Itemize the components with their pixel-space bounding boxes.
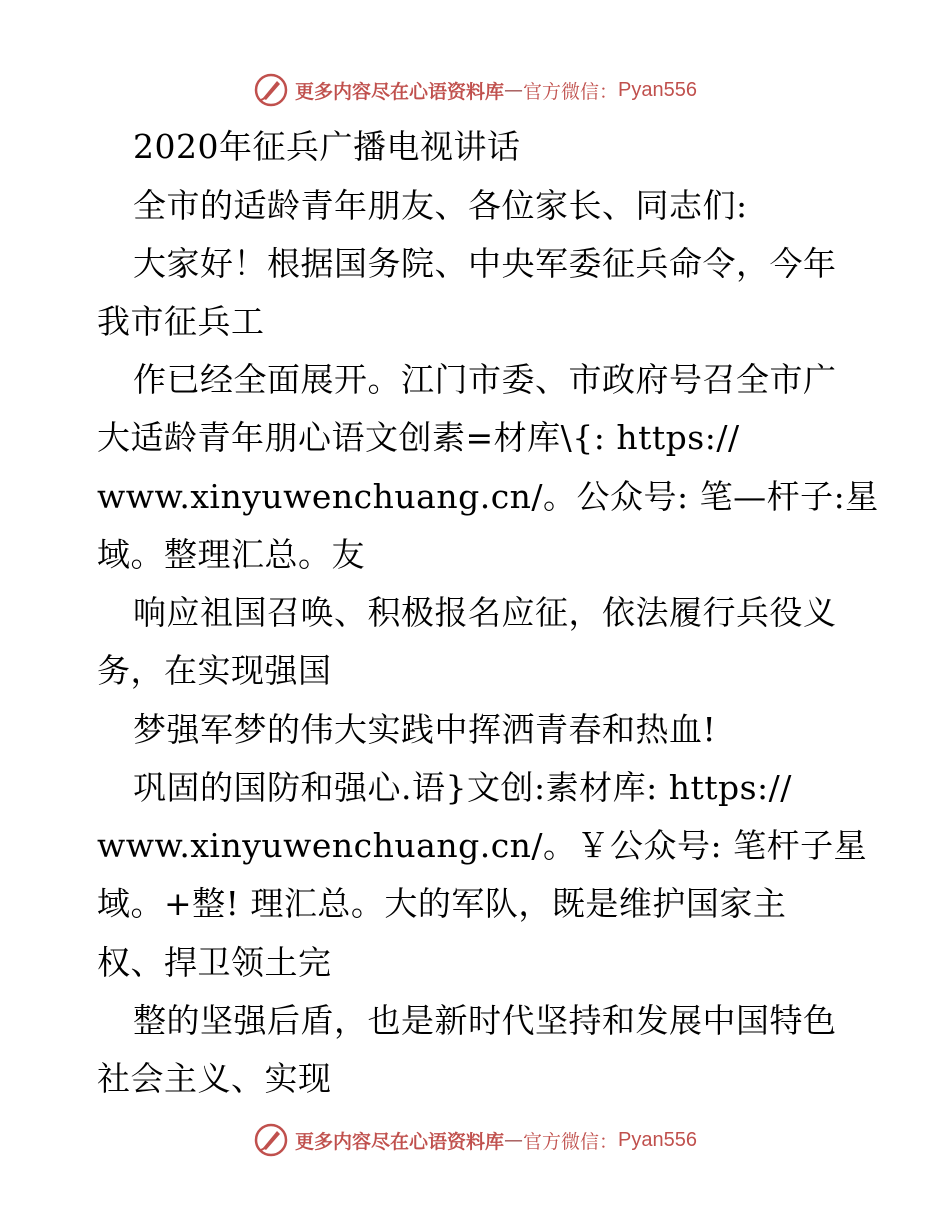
banner-title: 更多内容尽在心语资料库 xyxy=(295,1130,505,1153)
doc-line: 务，在实现强国 xyxy=(97,651,332,690)
banner-wechat-label: 官方微信： xyxy=(523,1130,619,1153)
banner-separator: — xyxy=(504,1129,524,1151)
banner-title: 更多内容尽在心语资料库 xyxy=(295,80,505,103)
footer-banner xyxy=(0,1120,950,1160)
doc-line: 响应祖国召唤、积极报名应征，依法履行兵役义 xyxy=(133,593,837,632)
doc-line: 巩固的国防和强心.语}文创:素材库: https:// xyxy=(133,768,792,807)
banner-wechat-id: Pyan556 xyxy=(618,78,697,101)
doc-line: 大适龄青年朋心语文创素=材库\{: https:// xyxy=(97,418,740,457)
banner-separator: — xyxy=(504,79,524,101)
doc-line: 全市的适龄青年朋友、各位家长、同志们: xyxy=(133,186,748,225)
doc-line: 域。整理汇总。友 xyxy=(97,535,365,574)
quill-logo-icon xyxy=(253,1122,289,1158)
doc-line: 权、捍卫领土完 xyxy=(97,943,332,982)
banner-wechat-id: Pyan556 xyxy=(618,1128,697,1151)
doc-title: 2020年征兵广播电视讲话 xyxy=(133,127,521,166)
banner-wechat-label: 官方微信： xyxy=(523,80,619,103)
doc-line: 作已经全面展开。江门市委、市政府号召全市广 xyxy=(133,360,837,399)
doc-line: www.xinyuwenchuang.cn/。公众号: 笔—杆子:星 xyxy=(97,477,879,516)
doc-line: 社会主义、实现 xyxy=(97,1059,332,1098)
doc-line: 我市征兵工 xyxy=(97,302,265,341)
doc-line: 整的坚强后盾，也是新时代坚持和发展中国特色 xyxy=(133,1001,837,1040)
doc-line: 大家好！根据国务院、中央军委征兵命令，今年 xyxy=(133,244,837,283)
doc-line: www.xinyuwenchuang.cn/。￥公众号: 笔杆子星 xyxy=(97,826,868,865)
doc-line: 域。+整! 理汇总。大的军队，既是维护国家主 xyxy=(97,884,787,923)
header-banner xyxy=(0,70,950,110)
doc-line: 梦强军梦的伟大实践中挥洒青春和热血! xyxy=(133,710,717,749)
quill-logo-icon xyxy=(253,72,289,108)
